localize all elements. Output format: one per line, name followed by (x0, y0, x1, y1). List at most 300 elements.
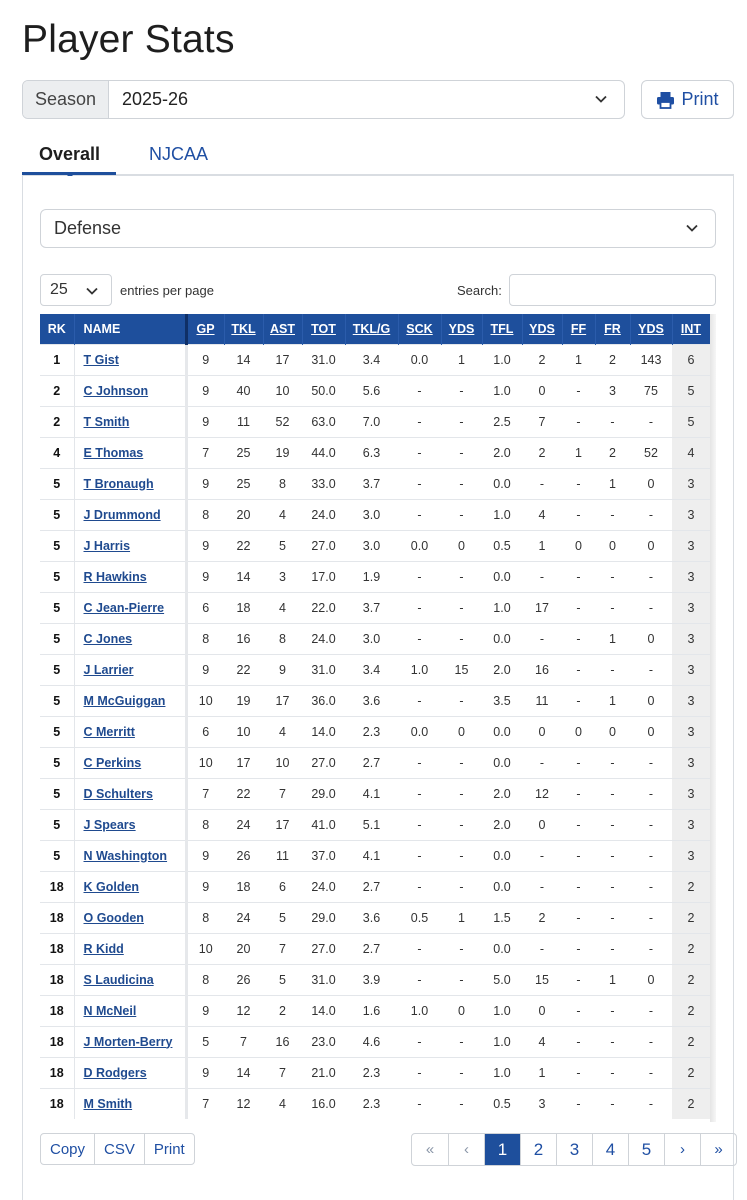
stat-cell: - (562, 871, 595, 902)
stat-cell: 0 (522, 716, 562, 747)
stat-cell: - (398, 561, 441, 592)
stat-cell: - (562, 995, 595, 1026)
stat-cell: 1.0 (482, 1026, 522, 1057)
stat-cell: 1.0 (398, 654, 441, 685)
player-name-cell[interactable] (74, 437, 186, 468)
player-link[interactable]: J Drummond (83, 507, 161, 522)
player-link[interactable]: J Larrier (83, 662, 134, 677)
stat-cell: 40 (224, 375, 263, 406)
stat-cell: 5 (672, 375, 710, 406)
player-name-cell[interactable] (74, 902, 186, 933)
player-link[interactable]: J Harris (83, 538, 131, 553)
stat-cell: - (595, 499, 630, 530)
stat-cell: 4 (263, 499, 302, 530)
player-link[interactable]: R Kidd (83, 941, 124, 956)
stat-cell: - (562, 1057, 595, 1088)
page-button-2[interactable]: 2 (520, 1134, 556, 1165)
stat-cell: 15 (441, 654, 482, 685)
stat-cell: - (441, 933, 482, 964)
stat-cell: 2.7 (345, 747, 398, 778)
player-name-cell[interactable] (74, 716, 186, 747)
stat-cell: 1.9 (345, 561, 398, 592)
chevron-down-icon (685, 221, 699, 235)
chevron-down-icon (85, 284, 99, 298)
table-row (40, 1057, 716, 1088)
stat-cell: 0.0 (482, 468, 522, 499)
header-ff[interactable] (562, 314, 595, 344)
stat-cell: 4 (263, 716, 302, 747)
stat-cell: 9 (186, 530, 224, 561)
player-name-cell[interactable] (74, 1026, 186, 1057)
stat-cell: 1 (40, 344, 74, 375)
stat-cell: 0.0 (482, 840, 522, 871)
page-title: Player Stats (22, 18, 235, 61)
stat-cell: 10 (224, 716, 263, 747)
stat-cell: 6 (263, 871, 302, 902)
stat-cell: - (562, 685, 595, 716)
stat-cell: 2 (672, 1026, 710, 1057)
stat-cell: - (562, 654, 595, 685)
stat-cell: - (562, 964, 595, 995)
stat-cell: 0.0 (398, 716, 441, 747)
stat-cell: 1.5 (482, 902, 522, 933)
player-name-cell[interactable] (74, 623, 186, 654)
table-row (40, 747, 716, 778)
stat-cell: 15 (522, 964, 562, 995)
player-link[interactable]: J Morten-Berry (83, 1034, 173, 1049)
table-row (40, 778, 716, 809)
stat-cell: 5 (40, 747, 74, 778)
stat-cell: - (630, 1088, 672, 1119)
player-link[interactable]: K Golden (83, 879, 140, 894)
header-tkl[interactable] (224, 314, 263, 344)
stat-cell: - (398, 468, 441, 499)
stat-cell: 2.3 (345, 1088, 398, 1119)
header-label: RK (47, 321, 66, 336)
player-link[interactable]: S Laudicina (83, 972, 154, 987)
stat-cell: - (398, 778, 441, 809)
player-name-cell[interactable] (74, 840, 186, 871)
page-button-3[interactable]: 3 (556, 1134, 592, 1165)
player-link[interactable]: C Jones (83, 631, 133, 646)
player-link[interactable]: R Hawkins (83, 569, 147, 584)
stat-cell: - (441, 809, 482, 840)
print-button[interactable] (641, 80, 734, 119)
stat-cell: 9 (186, 871, 224, 902)
player-name-cell[interactable] (74, 468, 186, 499)
stat-cell: 9 (186, 561, 224, 592)
stat-cell: 1.6 (345, 995, 398, 1026)
stat-cell: - (441, 592, 482, 623)
stat-cell: 0.5 (398, 902, 441, 933)
stat-cell: 1.0 (398, 995, 441, 1026)
stat-cell: 4.1 (345, 778, 398, 809)
stat-cell: 18 (40, 871, 74, 902)
stat-cell: 3 (672, 561, 710, 592)
stat-cell: - (562, 375, 595, 406)
stat-cell: - (522, 871, 562, 902)
table-row (40, 437, 716, 468)
page-button-4[interactable]: 4 (592, 1134, 628, 1165)
stat-cell: 1.0 (482, 344, 522, 375)
stat-cell: 2 (672, 902, 710, 933)
player-link[interactable]: C Perkins (83, 755, 142, 770)
stat-cell: 5.6 (345, 375, 398, 406)
stat-cell: - (630, 809, 672, 840)
player-name-cell[interactable] (74, 1088, 186, 1119)
stat-cell: 24.0 (302, 623, 345, 654)
stat-cell: 29.0 (302, 778, 345, 809)
player-name-cell[interactable] (74, 1057, 186, 1088)
stat-cell: 2.3 (345, 716, 398, 747)
table-row (40, 933, 716, 964)
next-page-button[interactable]: › (664, 1134, 700, 1165)
stat-cell: - (398, 375, 441, 406)
stat-cell: 1 (562, 344, 595, 375)
stat-cell: 2.0 (482, 809, 522, 840)
header-tkl-per-game[interactable] (345, 314, 398, 344)
stat-cell: 5.0 (482, 964, 522, 995)
player-name-cell[interactable] (74, 685, 186, 716)
stat-cell: 3 (672, 809, 710, 840)
stat-cell: 4 (40, 437, 74, 468)
stat-cell: 24.0 (302, 871, 345, 902)
stat-cell: 3.7 (345, 592, 398, 623)
table-row (40, 964, 716, 995)
player-link[interactable]: C Johnson (83, 383, 149, 398)
stat-cell: - (441, 871, 482, 902)
player-link[interactable]: T Smith (83, 414, 130, 429)
stat-cell: 26 (224, 964, 263, 995)
stat-cell: 5 (263, 530, 302, 561)
stat-cell: 37.0 (302, 840, 345, 871)
header-tot[interactable] (302, 314, 345, 344)
header-label: NAME (83, 321, 121, 336)
stat-cell: - (398, 933, 441, 964)
copy-button[interactable]: Copy (50, 1140, 86, 1158)
stat-cell: 8 (186, 623, 224, 654)
player-link[interactable]: C Merritt (83, 724, 135, 739)
stat-cell: 21.0 (302, 1057, 345, 1088)
stat-cell: 22 (224, 530, 263, 561)
stat-cell: 5 (40, 685, 74, 716)
header-label: TOT (311, 321, 336, 336)
csv-button[interactable]: CSV (94, 1134, 144, 1164)
stat-cell: 24 (224, 809, 263, 840)
header-fr[interactable] (595, 314, 630, 344)
header-label: TFL (490, 321, 514, 336)
stat-cell: 2 (672, 871, 710, 902)
stat-cell: 23.0 (302, 1026, 345, 1057)
stat-cell: 11 (522, 685, 562, 716)
player-name-cell[interactable] (74, 592, 186, 623)
stat-cell: 20 (224, 499, 263, 530)
stat-cell: - (398, 437, 441, 468)
stat-cell: - (595, 747, 630, 778)
search-input[interactable] (509, 274, 716, 306)
header-sack-yds[interactable] (441, 314, 482, 344)
stat-cell: - (441, 623, 482, 654)
stat-cell: 9 (186, 468, 224, 499)
stat-cell: 1.0 (482, 1057, 522, 1088)
stat-cell: 19 (224, 685, 263, 716)
stat-cell: 9 (186, 1057, 224, 1088)
stat-cell: 3.0 (345, 499, 398, 530)
stat-cell: 10 (263, 375, 302, 406)
stat-cell: 0.0 (482, 933, 522, 964)
player-link[interactable]: D Rodgers (83, 1065, 147, 1080)
stat-cell: 1.0 (482, 995, 522, 1026)
stat-cell: - (562, 406, 595, 437)
header-label: INT (680, 321, 702, 336)
stat-cell: 7 (263, 1057, 302, 1088)
search-label: Search: (457, 283, 502, 298)
header-rk[interactable] (40, 314, 74, 344)
stat-cell: 24 (224, 902, 263, 933)
stat-cell: - (398, 406, 441, 437)
category-select[interactable] (40, 209, 716, 248)
stat-cell: 27.0 (302, 747, 345, 778)
last-page-button[interactable]: » (700, 1134, 736, 1165)
stat-cell: 22 (224, 654, 263, 685)
entries-per-page-select[interactable] (40, 274, 112, 306)
player-name-cell[interactable] (74, 375, 186, 406)
player-name-cell[interactable] (74, 654, 186, 685)
stat-cell: 18 (40, 1057, 74, 1088)
stat-cell: 3.6 (345, 902, 398, 933)
stat-cell: 3 (672, 468, 710, 499)
stat-cell: 27.0 (302, 530, 345, 561)
player-name-cell[interactable] (74, 406, 186, 437)
header-name[interactable] (74, 314, 186, 344)
pagination (411, 1133, 737, 1166)
stat-cell: 18 (40, 995, 74, 1026)
stat-cell: 5 (672, 406, 710, 437)
stat-cell: 0 (522, 809, 562, 840)
stat-cell: 0 (522, 995, 562, 1026)
stat-cell: - (441, 840, 482, 871)
stat-cell: - (630, 933, 672, 964)
first-page-button[interactable]: « (425, 1141, 435, 1158)
chevron-down-icon (594, 92, 608, 106)
stat-cell: 8 (263, 468, 302, 499)
stat-cell: - (562, 778, 595, 809)
stat-cell: 2.0 (482, 654, 522, 685)
stat-cell: 2 (672, 1088, 710, 1119)
stat-cell: 2 (672, 1057, 710, 1088)
header-gp[interactable] (186, 314, 224, 344)
header-label: YDS (529, 321, 555, 336)
stat-cell: 0 (522, 375, 562, 406)
stat-cell: 5 (186, 1026, 224, 1057)
stat-cell: - (562, 561, 595, 592)
stat-cell: 1 (595, 685, 630, 716)
stat-cell: - (630, 995, 672, 1026)
stat-cell: 0.0 (482, 716, 522, 747)
stat-cell: 10 (186, 685, 224, 716)
stat-cell: 0.0 (482, 747, 522, 778)
stat-cell: 1.0 (482, 375, 522, 406)
table-header-row (40, 314, 716, 344)
stat-cell: 0 (630, 530, 672, 561)
stat-cell: 2 (672, 995, 710, 1026)
header-int[interactable] (672, 314, 710, 344)
player-link[interactable]: M Smith (83, 1096, 133, 1111)
stat-cell: 5 (40, 809, 74, 840)
stat-cell: 4.1 (345, 840, 398, 871)
stat-cell: - (595, 406, 630, 437)
stat-cell: 5 (40, 840, 74, 871)
stat-cell: - (562, 840, 595, 871)
player-name-cell[interactable] (74, 530, 186, 561)
stat-cell: 9 (186, 406, 224, 437)
stat-cell: 3.9 (345, 964, 398, 995)
table-row (40, 406, 716, 437)
player-link[interactable]: N Washington (83, 848, 168, 863)
stat-cell: 3 (672, 778, 710, 809)
player-name-cell[interactable] (74, 747, 186, 778)
player-name-cell[interactable] (74, 964, 186, 995)
stat-cell: 5 (40, 499, 74, 530)
print-table-button[interactable]: Print (144, 1134, 194, 1164)
stat-cell: - (441, 964, 482, 995)
stat-cell: - (441, 375, 482, 406)
stat-cell: 2.3 (345, 1057, 398, 1088)
header-ast[interactable] (263, 314, 302, 344)
stat-cell: - (562, 747, 595, 778)
player-link[interactable]: C Jean-Pierre (83, 600, 165, 615)
stat-cell: 8 (186, 964, 224, 995)
stat-cell: 17 (263, 344, 302, 375)
stat-cell: - (562, 468, 595, 499)
stat-cell: - (630, 406, 672, 437)
stat-cell: 3.5 (482, 685, 522, 716)
player-link[interactable]: T Bronaugh (83, 476, 154, 491)
stat-cell: 12 (224, 1088, 263, 1119)
player-name-cell[interactable] (74, 933, 186, 964)
stat-cell: - (398, 809, 441, 840)
table-row (40, 344, 716, 375)
stat-cell: 20 (224, 933, 263, 964)
player-link[interactable]: E Thomas (83, 445, 144, 460)
stat-cell: 36.0 (302, 685, 345, 716)
stat-cell: - (522, 468, 562, 499)
page-button-1[interactable]: 1 (484, 1134, 520, 1165)
header-tfl[interactable] (482, 314, 522, 344)
stat-cell: 0 (562, 716, 595, 747)
tab-njcaa[interactable]: NJCAA (149, 144, 209, 164)
stat-cell: - (562, 499, 595, 530)
stat-cell: - (522, 840, 562, 871)
table-row (40, 716, 716, 747)
stat-cell: - (562, 902, 595, 933)
stat-cell: 1 (595, 964, 630, 995)
stat-cell: 4 (522, 499, 562, 530)
stat-cell: - (398, 623, 441, 654)
stat-cell: 2 (672, 933, 710, 964)
stat-cell: - (630, 902, 672, 933)
stat-cell: 16 (263, 1026, 302, 1057)
player-link[interactable]: N McNeil (83, 1003, 137, 1018)
table-row (40, 592, 716, 623)
header-label: GP (196, 321, 215, 336)
stat-cell: 2 (40, 375, 74, 406)
printer-icon (656, 91, 675, 109)
stat-cell: - (595, 1026, 630, 1057)
table-row (40, 1088, 716, 1119)
stat-cell: 17.0 (302, 561, 345, 592)
stat-cell: 17 (263, 685, 302, 716)
player-name-cell[interactable] (74, 995, 186, 1026)
header-tfl-yds[interactable] (522, 314, 562, 344)
player-name-cell[interactable] (74, 809, 186, 840)
stat-cell: - (441, 1088, 482, 1119)
stat-cell: - (522, 561, 562, 592)
stat-cell: - (630, 778, 672, 809)
stat-cell: - (398, 964, 441, 995)
stat-cell: 3 (672, 623, 710, 654)
stat-cell: 0 (441, 530, 482, 561)
stat-cell: 1 (441, 344, 482, 375)
stat-cell: - (398, 871, 441, 902)
header-sck[interactable] (398, 314, 441, 344)
player-name-cell[interactable] (74, 871, 186, 902)
player-link[interactable]: D Schulters (83, 786, 153, 801)
prev-page-button[interactable]: ‹ (448, 1134, 484, 1165)
stat-cell: 0 (630, 685, 672, 716)
stat-cell: - (595, 1057, 630, 1088)
player-name-cell[interactable] (74, 778, 186, 809)
season-select-group[interactable] (22, 80, 625, 119)
stat-cell: 6.3 (345, 437, 398, 468)
header-label: YDS (448, 321, 475, 336)
stat-cell: 4 (672, 437, 710, 468)
page-button-5[interactable]: 5 (628, 1134, 664, 1165)
stat-cell: - (630, 1057, 672, 1088)
table-row (40, 995, 716, 1026)
player-link[interactable]: O Gooden (83, 910, 144, 925)
header-label: SCK (406, 321, 433, 336)
stat-cell: - (441, 499, 482, 530)
stat-cell: - (398, 1088, 441, 1119)
stat-cell: 12 (522, 778, 562, 809)
stat-cell: - (441, 1026, 482, 1057)
player-link[interactable]: J Spears (83, 817, 136, 832)
stat-cell: 18 (40, 902, 74, 933)
table-row (40, 902, 716, 933)
stat-cell: 41.0 (302, 809, 345, 840)
stat-cell: 2.5 (482, 406, 522, 437)
stat-cell: - (630, 592, 672, 623)
stat-cell: 22.0 (302, 592, 345, 623)
season-select[interactable] (109, 81, 624, 118)
header-fr-yds[interactable] (630, 314, 672, 344)
tab-overall[interactable]: Overall (39, 144, 101, 164)
entries-label: entries per page (120, 283, 214, 298)
player-link[interactable]: T Gist (83, 352, 119, 367)
player-name-cell[interactable] (74, 499, 186, 530)
stat-cell: - (630, 654, 672, 685)
table-row (40, 654, 716, 685)
stat-cell: - (630, 499, 672, 530)
player-link[interactable]: M McGuiggan (83, 693, 166, 708)
player-name-cell[interactable] (74, 344, 186, 375)
player-name-cell[interactable] (74, 561, 186, 592)
stat-cell: - (441, 561, 482, 592)
stat-cell: 4 (263, 1088, 302, 1119)
stat-cell: 10 (186, 747, 224, 778)
stat-cell: 44.0 (302, 437, 345, 468)
